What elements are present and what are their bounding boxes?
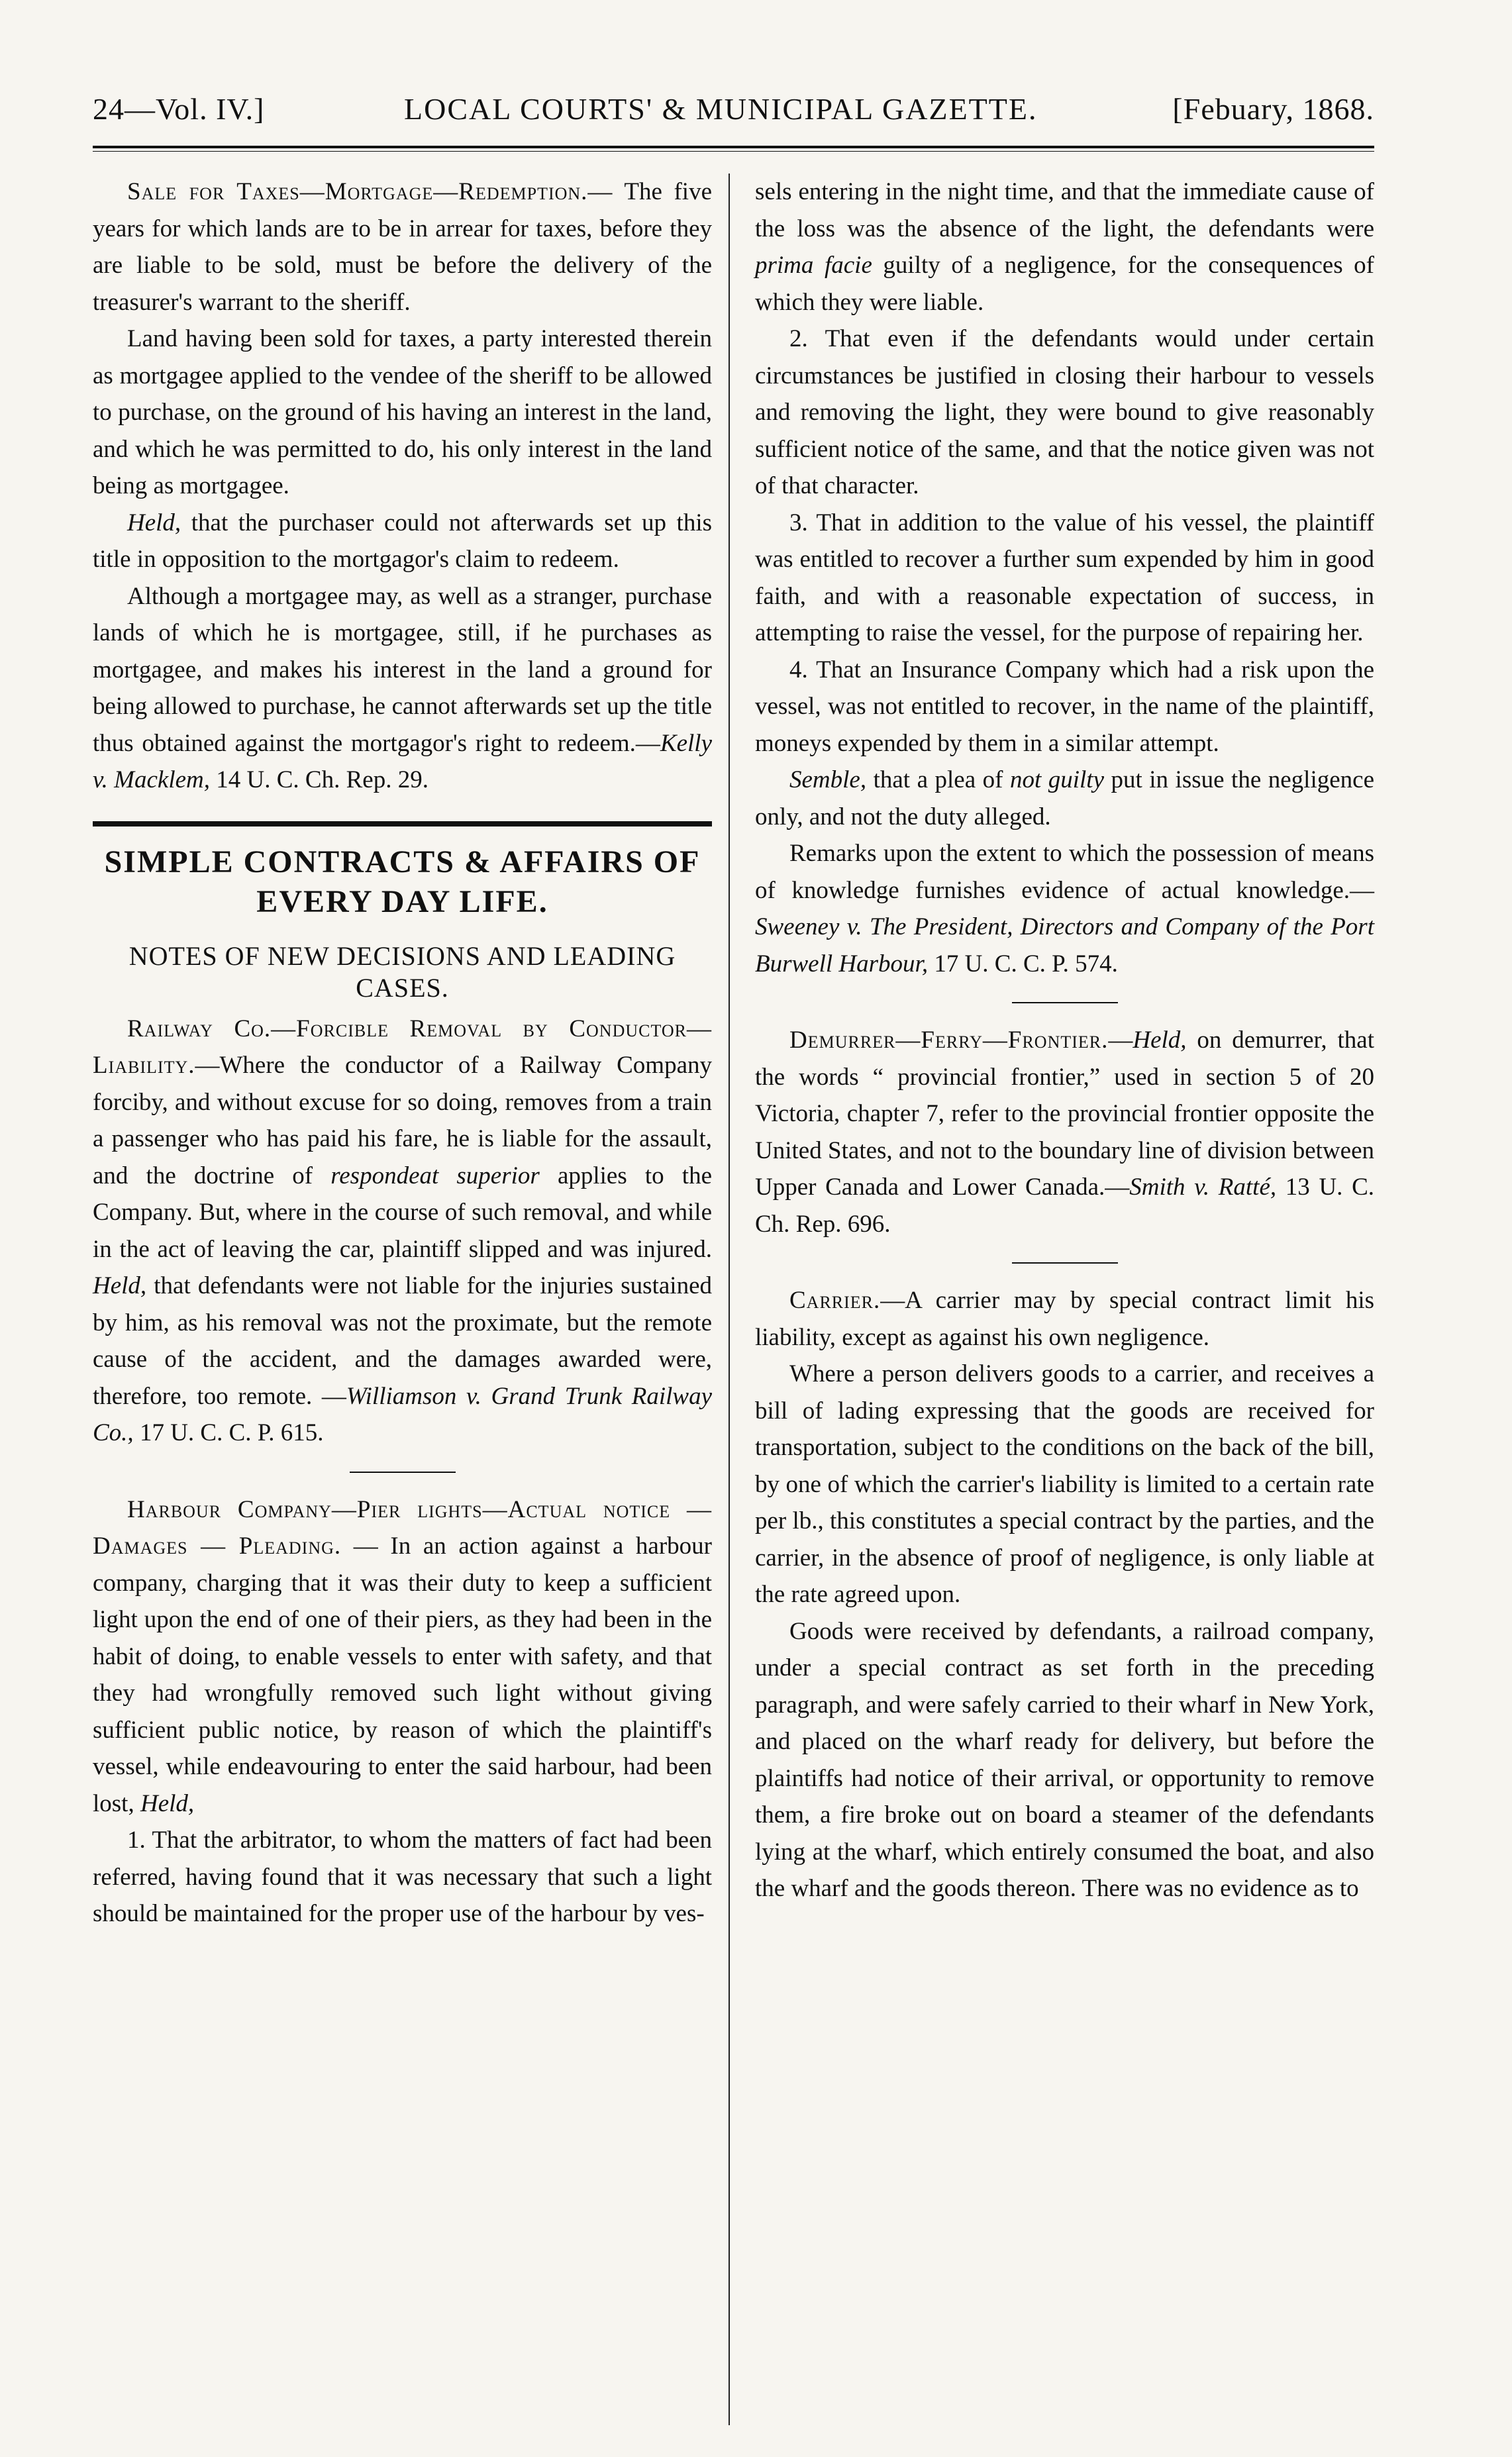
column-divider [729, 174, 730, 2425]
harbour-point-3: 3. That in addition to the value of his vessel, the plaintiff was entitled to recover a further sum expended by him in good faith, and with a reasonable expectation of success, in attempting to raise the vessel, for the purpose of repairing her. [755, 509, 1374, 646]
case-citation: 13 U. C. Ch. Rep. 696. [755, 1174, 1375, 1238]
plea-phrase: not guilty [1009, 766, 1104, 793]
held-word: Held, [1133, 1027, 1187, 1054]
para-text: that the purchaser could not afterwards set up this title in opposition to the mortgagor's claim to redeem. [93, 509, 712, 573]
case-citation: 17 U. C. C. P. 615. [133, 1419, 324, 1446]
right-column [755, 174, 1374, 1907]
para-text: Although a mortgagee may, as well as a stranger, purchase lands of which he is mortgagee, still, if he purchases as mortgagee, and makes his interest in the land a ground for being allowed to purchase, he cannot afterwards set up the title thus obtained against the mortgagor's right to redeem.— [93, 582, 712, 757]
case-name: Williamson v. Grand Trunk Railway Co., [93, 1382, 712, 1446]
para-text: —A carrier may by special contract limit his liability, except as against his own negligence. [755, 1287, 1374, 1351]
harbour-continued [755, 174, 1374, 321]
sale-para-2: Land having been sold for taxes, a party interested therein as mortgagee applied to the vendee of the sheriff to be allowed to purchase, on the ground of his having an interest in the land, and which he was permitted to do, his only interest in the land being as mortgagee. [93, 325, 712, 499]
demurrer-para: Demurrer—Ferry—Frontier.—Held, on demurrer, that the words “ provincial frontier,” used in section 5 of 20 Victoria, chapter 7, refer to the provincial frontier opposite the United States, and not to the boundary line of division between Upper Canada and Lower Canada.—Smith v. Ratté, 13 U. C. Ch. Rep. 696. [755, 1027, 1375, 1238]
harbour-point-2: 2. That even if the defendants would under certain circumstances be justified in closing their harbour to vessels and removing the light, they were bound to give reasonably sufficient notice of the same, and that the notice given was not of that character. [755, 325, 1374, 499]
para-text: guilty of a negligence, for the consequences of which they were liable. [755, 252, 1374, 316]
para-text: applies to the Company. But, where in the course of such removal, and while in the act of leaving the car, plaintiff slipped and was injured. [93, 1162, 713, 1263]
para-text: that defendants were not liable for the injuries sustained by him, as his removal was not the proximate, but the remote cause of the accident, and the damages awarded were, therefore, too remote. — [93, 1272, 712, 1410]
case-heading: Demurrer—Ferry—Frontier. [789, 1027, 1109, 1054]
latin-phrase: prima facie [755, 252, 872, 279]
semble-para [755, 762, 1374, 835]
para-text: — In an action against a harbour company, charging that it was their duty to keep a sufficient light upon the end of one of their piers, as they had been in the habit of doing, to enable vessels to enter with safety, and that they had wrongfully removed such light without giving sufficient public notice, by reason of which the plaintiff's vessel, while endeavouring to enter the said harbour, had been lost, [93, 1532, 712, 1817]
short-rule [1012, 1002, 1118, 1003]
case-name: Kelly v. Macklem, [93, 729, 712, 793]
section-rule [93, 821, 712, 827]
case-heading: Harbour Company—Pier lights—Actual notice — Damages — Pleading. [93, 1495, 712, 1560]
held-word: Held, [127, 509, 181, 536]
para-text: The five years for which lands are to be in arrear for taxes, before they are liable to be sold, must be before the delivery of the treasurer's warrant to the sheriff. [93, 178, 712, 316]
sale-para-4 [93, 578, 712, 799]
case-name: Smith v. Ratté, [1129, 1174, 1277, 1201]
harbour-para [93, 1491, 712, 1823]
para-text: Remarks upon the extent to which the possession of means of knowledge furnishes evidence of actual knowledge.— [755, 840, 1374, 904]
page-volume: 24—Vol. IV.] [93, 92, 265, 126]
para-text: on demurrer, that the words “ provincial frontier,” used in section 5 of 20 Victoria, chapter 7, refer to the provincial frontier opposite the United States, and not to the boundary line of division between Upper Canada and Lower Canada.— [755, 1027, 1374, 1201]
carrier-para [755, 1282, 1374, 1356]
held-word: Held, [93, 1272, 147, 1299]
case-citation: 14 U. C. Ch. Rep. 29. [210, 766, 428, 793]
case-citation: 17 U. C. C. P. 574. [928, 950, 1118, 978]
para-text: that a plea of [866, 766, 1010, 793]
railway-para [93, 1011, 712, 1452]
para-text: sels entering in the night time, and that the immediate cause of the loss was the absence of the light, the defendants were [755, 178, 1374, 242]
issue-date: [Febuary, 1868. [1172, 92, 1374, 126]
header-rule [93, 146, 1374, 152]
short-rule [350, 1472, 456, 1473]
para-text: —Where the conductor of a Railway Company forciby, and without excuse for so doing, removes from a train a passenger who has paid his fare, he is liable for the assault, and the doctrine of [93, 1052, 712, 1189]
section-title: SIMPLE CONTRACTS & AFFAIRS OF EVERY DAY LIFE. [104, 844, 701, 919]
sale-for-taxes-para [93, 174, 712, 321]
held-word: Held, [140, 1789, 195, 1817]
remarks-para [755, 835, 1374, 982]
left-column [93, 174, 712, 1932]
short-rule [1012, 1262, 1118, 1264]
carrier-para-3: Goods were received by defendants, a railroad company, under a special contract as set forth in the preceding paragraph, and were safely carried to their wharf in New York, and placed on the wharf ready for delivery, but before the plaintiffs had notice of their arrival, or opportunity to remove them, a fire broke out on board a steamer of the defendants lying at the wharf, which entirely consumed the boat, and also the wharf and the goods thereon. There was no evidence as to [755, 1617, 1374, 1902]
case-heading: Railway Co.—Forcible Removal by Conductor—Liability. [93, 1015, 712, 1079]
case-heading: Sale for Taxes—Mortgage—Redemption.— [127, 178, 613, 205]
harbour-point-4: 4. That an Insurance Company which had a risk upon the vessel, was not entitled to recover, in the name of the plaintiff, moneys expended by them in a similar attempt. [755, 656, 1374, 757]
para-text: put in issue the negligence only, and not the duty alleged. [755, 766, 1374, 830]
latin-phrase: respondeat superior [330, 1162, 540, 1189]
case-name: Sweeney v. The President, Directors and Company of the Port Burwell Harbour, [755, 913, 1374, 978]
sale-para-3 [93, 505, 712, 578]
running-header [93, 91, 1374, 138]
publication-title: LOCAL COURTS' & MUNICIPAL GAZETTE. [404, 92, 1038, 126]
case-heading: Carrier. [789, 1287, 881, 1314]
subsection-title: NOTES OF NEW DECISIONS AND LEADING CASES. [128, 940, 676, 1003]
harbour-point-1: 1. That the arbitrator, to whom the matters of fact had been referred, having found that it was necessary that such a light should be maintained for the proper use of the harbour by ves- [93, 1827, 712, 1927]
semble-word: Semble, [789, 766, 867, 793]
carrier-para-2: Where a person delivers goods to a carrier, and receives a bill of lading expressing that the goods are received for transportation, subject to the conditions on the back of the bill, by one of which the carrier's liability is limited to a certain rate per lb., this constitutes a special contract by the parties, and the carrier, in the absence of proof of negligence, is only liable at the rate agreed upon. [755, 1360, 1374, 1608]
